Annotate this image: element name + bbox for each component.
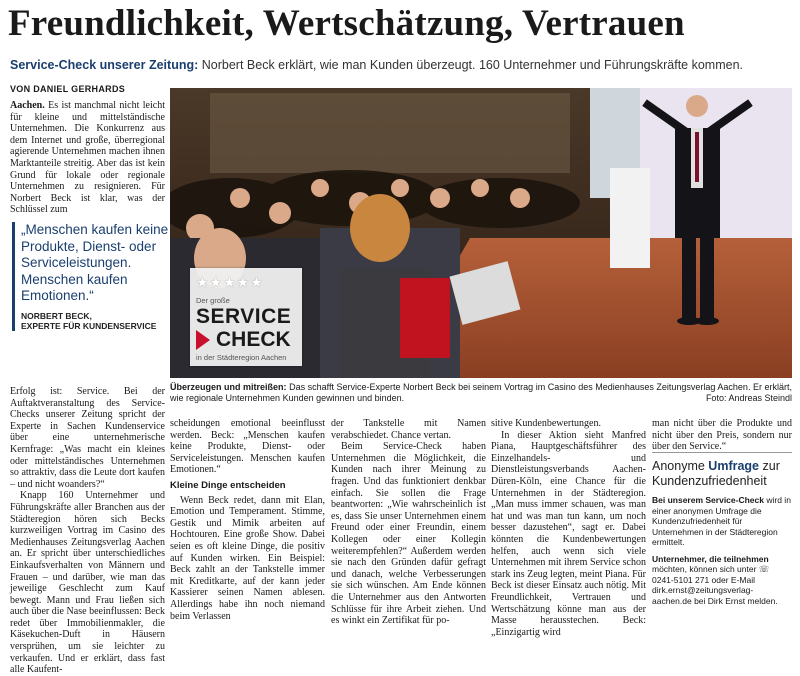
subline-text: Norbert Beck erklärt, wie man Kunden überzeugt. 160 Unternehmer und Führungskräfte kommen. <box>201 58 743 72</box>
survey-contact[interactable]: möchten, können sich unter ☏ 0241-5101 271 oder E-Mail dirk.ernst@zeitungsverlag-aachen.de bei Dirk Ernst melden. <box>652 564 778 606</box>
subline <box>10 58 794 72</box>
play-triangle-icon <box>196 330 210 350</box>
logo-post-text: in der Städteregion Aachen <box>196 353 287 362</box>
subheading: Kleine Dinge entscheiden <box>170 479 286 491</box>
survey-infobox <box>652 452 792 606</box>
pull-quote-author <box>21 311 173 331</box>
paragraph: In dieser Aktion sieht Manfred Piana, Hauptgeschäftsführer des Einzelhandels- und Dienstleistungsverbands Aachen-Düren-Köln, eine Chance für die Unternehmen in der Städteregion. „Man muss immer schauen, was man hat und was man tun kann, um noch besser dazustehen“, sagt er. Dabei könnten die Kundenbewertungen helfen, auch wenn sich viele Unternehmen mit ihrem Service schon stark ins Zeug legten, meint Piana. Für Beck ist dieser Einsatz auch nötig. Mit Freundlichkeit, Vertrauen und Wertschätzung könne man aus der Masse herausstechen. Beck: „Einzigartig wird <box>491 429 646 638</box>
pull-quote-text: „Menschen kaufen keine Produkte, Dienst- oder Serviceleistungen. Menschen kaufen Emotionen.“ <box>21 222 169 303</box>
logo-line-2: CHECK <box>216 328 291 351</box>
author-byline: VON DANIEL GERHARDS <box>10 84 126 94</box>
survey-title-a: Anonyme <box>652 459 705 473</box>
article-column-1-top <box>10 100 165 216</box>
survey-p1-text: wird in einer anonymen Umfrage die Kundenzufriedenheit für Unternehmen in der Städteregion ermittelt. <box>652 495 791 547</box>
paragraph: Erfolg ist: Service. Bei der Auftaktveranstaltung des Service-Checks unserer Zeitung spricht der Experte in Sachen Kundenservice über eine unternehmerische Kernfrage: „Was macht ein kleines oder mittelständisches Unternehmen so attraktiv, dass die Leute dort kaufen – und nicht woanders?“ <box>10 386 165 490</box>
caption-text: Das schafft Service-Experte Norbert Beck bei seinem Vortrag im Casino des Medienhauses Zeitungsverlag Aachen. Er erklärt, wie regionale Unternehmen Kunden gewinnen und binden. <box>170 382 792 403</box>
article-column-4 <box>491 418 646 638</box>
photo-credit: Foto: Andreas Steindl <box>705 393 792 403</box>
survey-title <box>652 459 792 489</box>
pull-quote <box>12 222 173 331</box>
logo-pre-text: Der große <box>196 296 230 305</box>
article-column-3 <box>331 418 486 627</box>
photo-caption <box>170 382 792 404</box>
pull-quote-author-name: NORBERT BECK, <box>21 310 92 321</box>
caption-lead: Überzeugen und mitreißen: <box>170 382 287 392</box>
paragraph <box>10 100 165 216</box>
headline: Freundlichkeit, Wertschätzung, Vertrauen <box>8 3 685 44</box>
paragraph: der Tankstelle mit Namen verabschiedet. Chance vertan. <box>331 418 486 441</box>
article-column-5 <box>652 418 792 453</box>
survey-title-c: zur Kundenzufriedenheit <box>652 459 780 488</box>
article-column-2 <box>170 418 325 622</box>
subline-lead: Service-Check unserer Zeitung: <box>10 58 199 72</box>
service-check-logo <box>190 268 302 366</box>
paragraph: man nicht über die Produkte und nicht über den Preis, sondern nur über den Service.“ <box>652 418 792 453</box>
logo-line-1: SERVICE <box>196 305 292 328</box>
paragraph: Knapp 160 Unternehmer und Führungskräfte aller Branchen aus der Städteregion hören sich Becks kurzweiligen Vortrag im Casino des Medienhauses Zeitungsverlag Aachen an. Er spricht über unterschiedliches Einkaufsverhalten von Männern und Frauen – und darüber, wie man das jeweilige Geschlecht zum Kauf bewegt. Mann und Frau ließen sich auch über die Nase beeinflussen: Beck redet über Immobilienmakler, die Käsekuchen-Duft in Häusern versprühen, um sie leichter zu verkaufen. Und er erklärt, dass fast alle Kaufent- <box>10 490 165 676</box>
survey-title-b: Umfrage <box>708 459 760 473</box>
survey-p1-lead: Bei unserem Service-Check <box>652 495 764 505</box>
paragraph: sitive Kundenbewertungen. <box>491 418 601 429</box>
pull-quote-author-role: EXPERTE FÜR KUNDENSERVICE <box>21 320 157 331</box>
paragraph: Beim Service-Check haben Unternehmen die Möglichkeit, die Kunden nach ihrer Meinung zu fragen. Und das funktioniert denkbar einfach. Sie sollen die Frage beantworten: „Wie wahrscheinlich ist es, dass Sie unser Unternehmen einem Freund oder einer Freundin, einem Kollegen oder einer Kollegin weiterempfehlen?“ Außerdem werden sie nach den Gründen dafür gefragt und danach, welche Verbesserungen sie sich wünschen. Am Ende können die Unternehmer aus den Antworten Schlüsse für ihre Arbeit ziehen. Und es winkt ein Zertifikat für po- <box>331 441 486 627</box>
paragraph: Wenn Beck redet, dann mit Elan, Emotion und Temperament. Stimme, Gestik und Mimik arbeiten auf Hochtouren. Eine große Show. Dabei seien es oft kleine Dinge, die positiv auf Kunden wirken. Ein Beispiel: Beck zahlt an der Tankstelle immer mit Kreditkarte, auf der kann jeder Kassierer seinen Namen ablesen. Allerdings habe ihn noch niemand beim Verlassen <box>170 494 325 622</box>
survey-p2-lead: Unternehmer, die teilnehmen <box>652 553 769 564</box>
paragraph-text: Es ist manchmal nicht leicht für kleine und mittelständische Unternehmen. Die Konkurrenz aus dem Internet und große, überregional agierende Unternehmen machen ihnen Marktanteile streitig. Aber das ist kein Grund für lokale oder regionale Unternehmen zu resignieren. Für Norbert Beck ist klar, was der Schlüssel zum <box>10 100 165 216</box>
dateline: Aachen. <box>10 100 45 111</box>
survey-paragraph-1 <box>652 495 792 548</box>
article-column-1-bottom <box>10 386 165 676</box>
survey-paragraph-2 <box>652 554 792 607</box>
star-rating-icon: ★★★★★ <box>196 274 264 290</box>
paragraph: scheidungen emotional beeinflusst werden. Beck: „Menschen kaufen keine Produkte, Dienst- oder Serviceleistungen. Menschen kaufen Emotionen.“ <box>170 418 325 476</box>
